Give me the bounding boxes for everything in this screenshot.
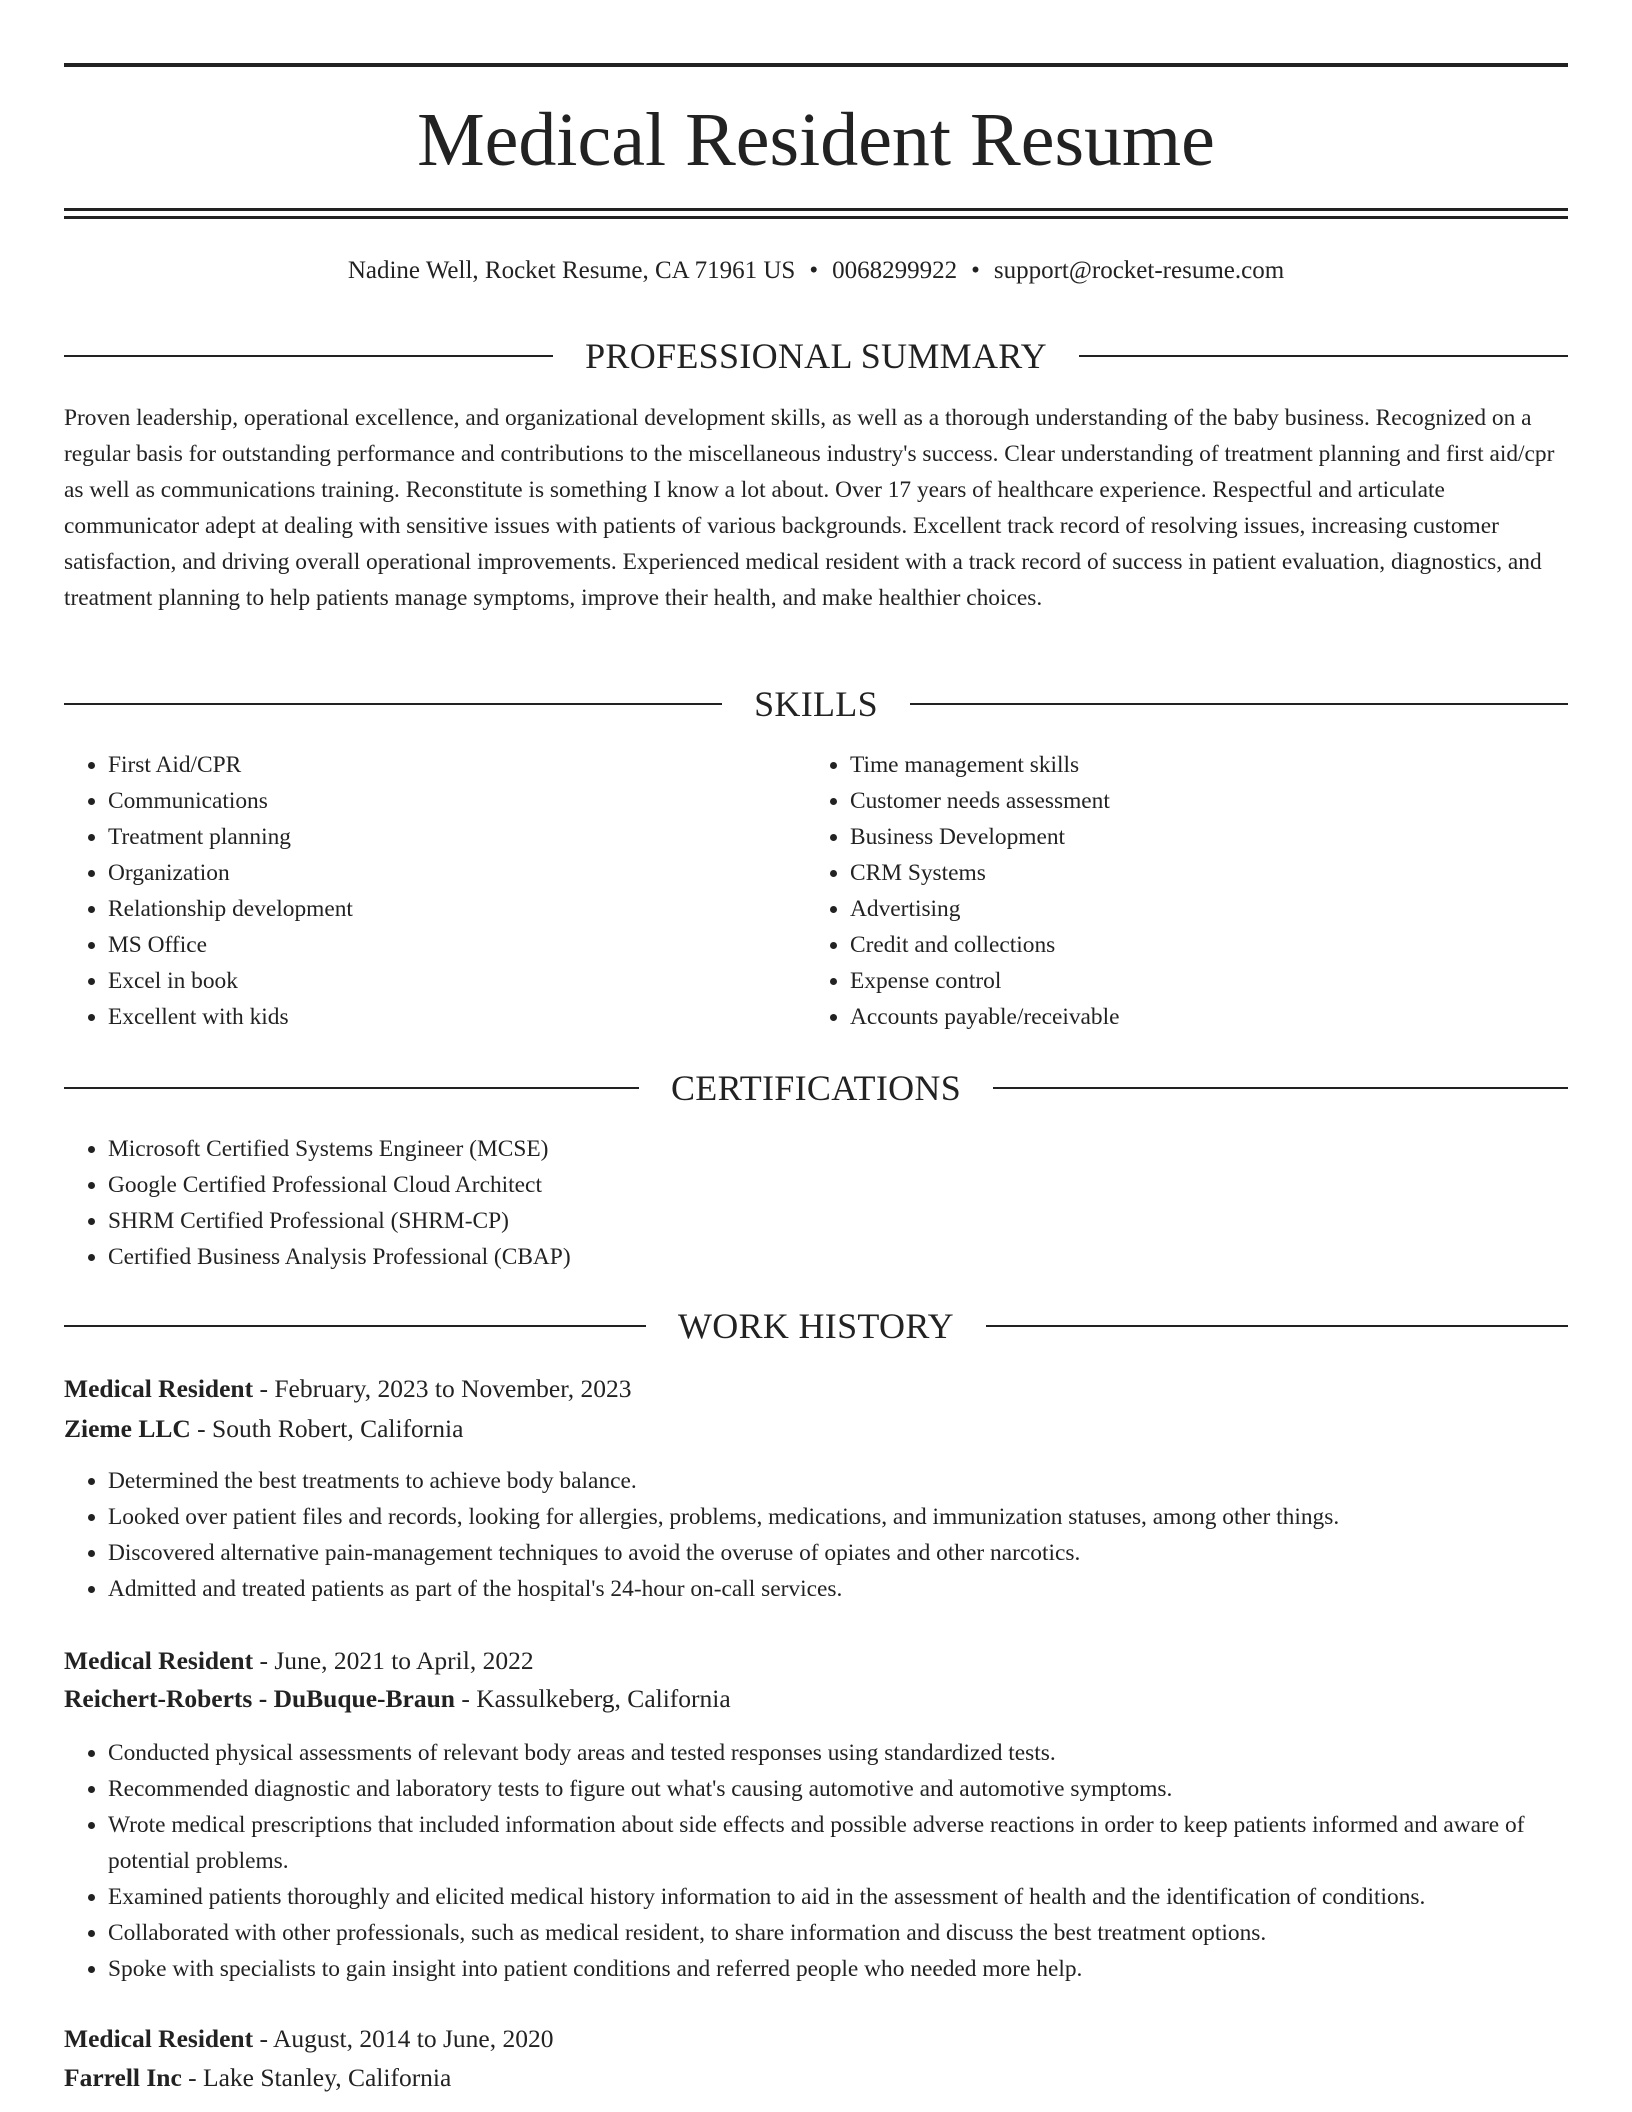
skill-item: • Time management skills [850,747,1550,783]
heading-rule [64,703,722,705]
job-title-line [64,1642,1568,1680]
section-title: WORK HISTORY [678,1306,954,1346]
skills-list-left [64,747,788,1035]
job-title: Medical Resident [64,1374,254,1403]
job-duties-list [64,1463,1568,1607]
job-title-line [64,2020,1568,2058]
job-title: Medical Resident [64,2024,254,2053]
job-company-line [64,1410,1568,1448]
section-heading-skills [64,682,1568,726]
skill-item: • Credit and collections [850,927,1550,963]
section-title: PROFESSIONAL SUMMARY [585,336,1047,376]
job-company: Zieme LLC [64,1414,191,1443]
contact-separator: • [971,257,980,284]
title-rule-upper [64,208,1568,211]
job-duty-item: • Collaborated with other professionals, such as medical resident, to share information and discuss the best treatment options. [108,1915,1588,1951]
heading-rule [986,1325,1568,1327]
certification-item: • Certified Business Analysis Professional (CBAP) [108,1239,1568,1275]
heading-rule [64,1325,646,1327]
job-company-line [64,2059,1568,2097]
top-rule [64,63,1568,67]
skill-item: • First Aid/CPR [108,747,788,783]
heading-rule [64,1087,639,1089]
heading-rule [993,1087,1568,1089]
skill-item: • Communications [108,783,788,819]
job-duty-item: • Discovered alternative pain-management techniques to avoid the overuse of opiates and other narcotics. [108,1535,1568,1571]
heading-rule [910,703,1568,705]
skills-list-right [806,747,1550,1035]
job-duty-item: • Wrote medical prescriptions that included information about side effects and possible adverse reactions in order to keep patients informed and aware of potential problems. [108,1807,1588,1879]
skill-item: • Business Development [850,819,1550,855]
skill-item: • MS Office [108,927,788,963]
contact-email: support@rocket-resume.com [993,257,1285,284]
contact-phone: 0068299922 [832,257,958,284]
skill-item: • Excellent with kids [108,999,788,1035]
section-heading-work [64,1304,1568,1348]
job-dates: - August, 2014 to June, 2020 [253,2024,554,2053]
job-duty-item: • Spoke with specialists to gain insight into patient conditions and referred people who needed more help. [108,1951,1588,1987]
job-company-line [64,1680,1568,1718]
skill-item: • Treatment planning [108,819,788,855]
job-duty-item: • Admitted and treated patients as part of the hospital's 24-hour on-call services. [108,1571,1568,1607]
skill-item: • Organization [108,855,788,891]
section-heading-summary [64,334,1568,378]
skill-item: • Expense control [850,963,1550,999]
contact-line [0,253,1632,289]
certification-item: • Google Certified Professional Cloud Architect [108,1167,1568,1203]
certification-item: • SHRM Certified Professional (SHRM-CP) [108,1203,1568,1239]
job-duty-item: • Conducted physical assessments of relevant body areas and tested responses using standardized tests. [108,1735,1588,1771]
skill-item: • Relationship development [108,891,788,927]
job-dates: - June, 2021 to April, 2022 [253,1646,534,1675]
skill-item: • Excel in book [108,963,788,999]
job-company: Reichert-Roberts - DuBuque-Braun [64,1684,455,1713]
summary-text: Proven leadership, operational excellence, and organizational development skills, as well as a thorough understanding of the baby business. Recognized on a regular basis for outstanding performance and contributions to the miscellaneous industry's success. Clear understanding of treatment planning and first aid/cpr as well as communications training. Reconstitute is something I know a lot about. Over 17 years of healthcare experience. Respectful and articulate communicator adept at dealing with sensitive issues with patients of various backgrounds. Excellent track record of resolving issues, increasing customer satisfaction, and driving overall operational improvements. Experienced medical resident with a track record of success in patient evaluation, diagnostics, and treatment planning to help patients manage symptoms, improve their health, and make healthier choices. [64,405,1555,611]
job-company: Farrell Inc [64,2063,182,2092]
job-dates: - February, 2023 to November, 2023 [253,1374,632,1403]
job-location: - Kassulkeberg, California [454,1684,731,1713]
section-heading-certifications [64,1066,1568,1110]
contact-address: Nadine Well, Rocket Resume, CA 71961 US [347,257,796,284]
job-title: Medical Resident [64,1646,254,1675]
job-title-line [64,1370,1568,1408]
heading-rule [64,355,553,357]
job-duty-item: • Determined the best treatments to achieve body balance. [108,1463,1568,1499]
job-duty-item: • Recommended diagnostic and laboratory tests to figure out what's causing automotive and automotive symptoms. [108,1771,1588,1807]
contact-separator: • [809,257,819,284]
job-duties-list [64,1735,1588,1987]
job-duty-item: • Looked over patient files and records, looking for allergies, problems, medications, and immunization statuses, among other things. [108,1499,1568,1535]
skill-item: • Accounts payable/receivable [850,999,1550,1035]
certifications-list [64,1131,1568,1275]
section-title: CERTIFICATIONS [670,1068,962,1108]
skill-item: • Customer needs assessment [850,783,1550,819]
title-rule-lower [64,216,1568,219]
section-title: SKILLS [754,684,878,724]
job-location: - Lake Stanley, California [181,2063,452,2092]
skill-item: • CRM Systems [850,855,1550,891]
job-duty-item: • Examined patients thoroughly and elicited medical history information to aid in the assessment of health and the identification of conditions. [108,1879,1588,1915]
skill-item: • Advertising [850,891,1550,927]
certification-item: • Microsoft Certified Systems Engineer (MCSE) [108,1131,1568,1167]
job-location: - South Robert, California [190,1414,464,1443]
heading-rule [1079,355,1568,357]
page-title: Medical Resident Resume [417,98,1215,182]
